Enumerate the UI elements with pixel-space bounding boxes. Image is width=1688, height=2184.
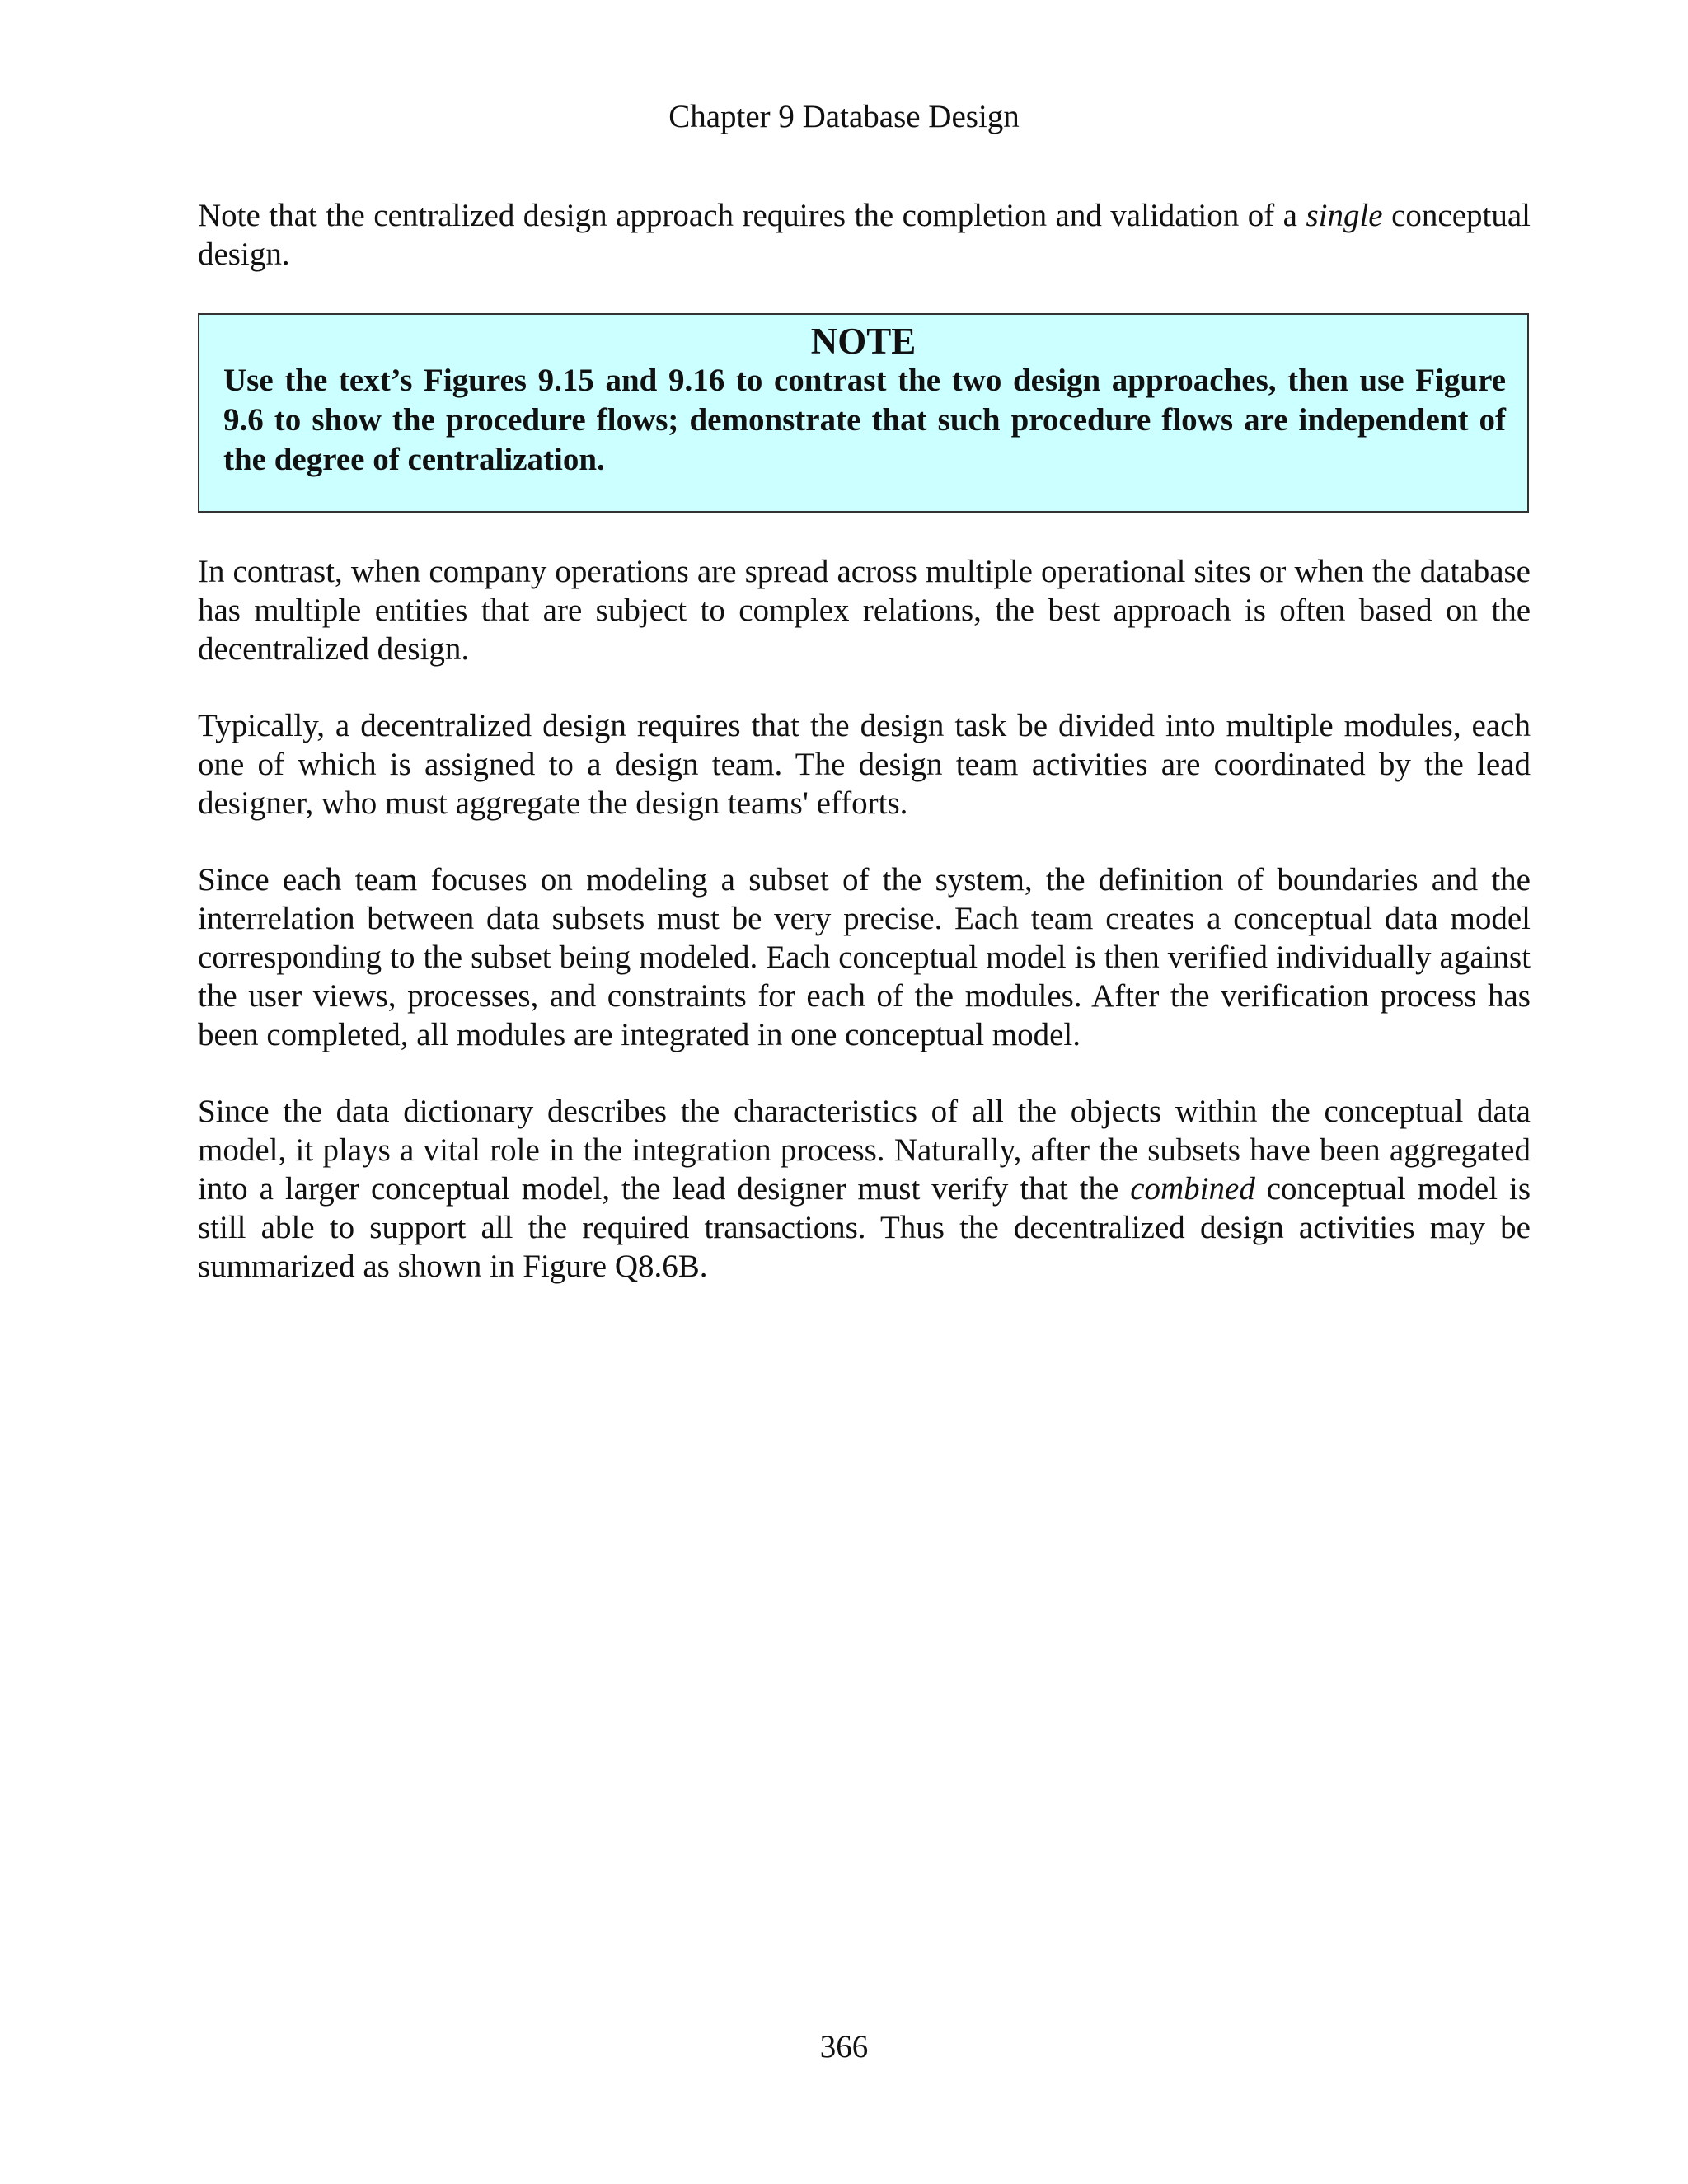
paragraph-centralized-design: [198, 196, 1531, 274]
paragraph-text: conceptual model is still able to support all the required transactions. Thus the decentralized design activities may be summarized as shown in Figure Q8.6B.: [198, 1171, 1531, 1284]
paragraph-decentralized-contrast: In contrast, when company operations are spread across multiple operational sites or when the database has multiple entities that are subject to complex relations, the best approach is often based on the decentralized design.: [198, 554, 1531, 667]
paragraph-text: Note that the centralized design approach requires the completion and validation of a: [198, 198, 1306, 233]
running-header: Chapter 9 Database Design: [668, 99, 1020, 134]
page-number: 366: [819, 2029, 869, 2064]
emphasis-combined: combined: [1130, 1171, 1255, 1207]
note-title: NOTE: [810, 321, 917, 362]
note-box: [198, 313, 1529, 513]
paragraph-text: Since the data dictionary describes the characteristics of all the objects within the conceptual data model, it plays a vital role in the integration process. Naturally, after the subsets have been aggregated into a larger conceptual model, the lead designer must verify that the: [198, 1094, 1531, 1207]
emphasis-single: single: [1306, 198, 1383, 233]
note-body: Use the text’s Figures 9.15 and 9.16 to contrast the two design approaches, then use Figure 9.6 to show the procedure flows; demonstrate that such procedure flows are independent of the degree of centralization.: [223, 363, 1506, 477]
paragraph-data-dictionary: [198, 1092, 1531, 1286]
paragraph-text: conceptual design.: [198, 198, 1531, 272]
paragraph-design-teams: Typically, a decentralized design requires that the design task be divided into multiple modules, each one of which is assigned to a design team. The design team activities are coordinated by the lead designer, who must aggregate the design teams' efforts.: [198, 708, 1531, 821]
paragraph-subset-modeling: Since each team focuses on modeling a subset of the system, the definition of boundaries and the interrelation between data subsets must be very precise. Each team creates a conceptual data model corresponding to the subset being modeled. Each conceptual model is then verified individually against the user views, processes, and constraints for each of the modules. After the verification process has been completed, all modules are integrated in one conceptual model.: [198, 862, 1531, 1052]
